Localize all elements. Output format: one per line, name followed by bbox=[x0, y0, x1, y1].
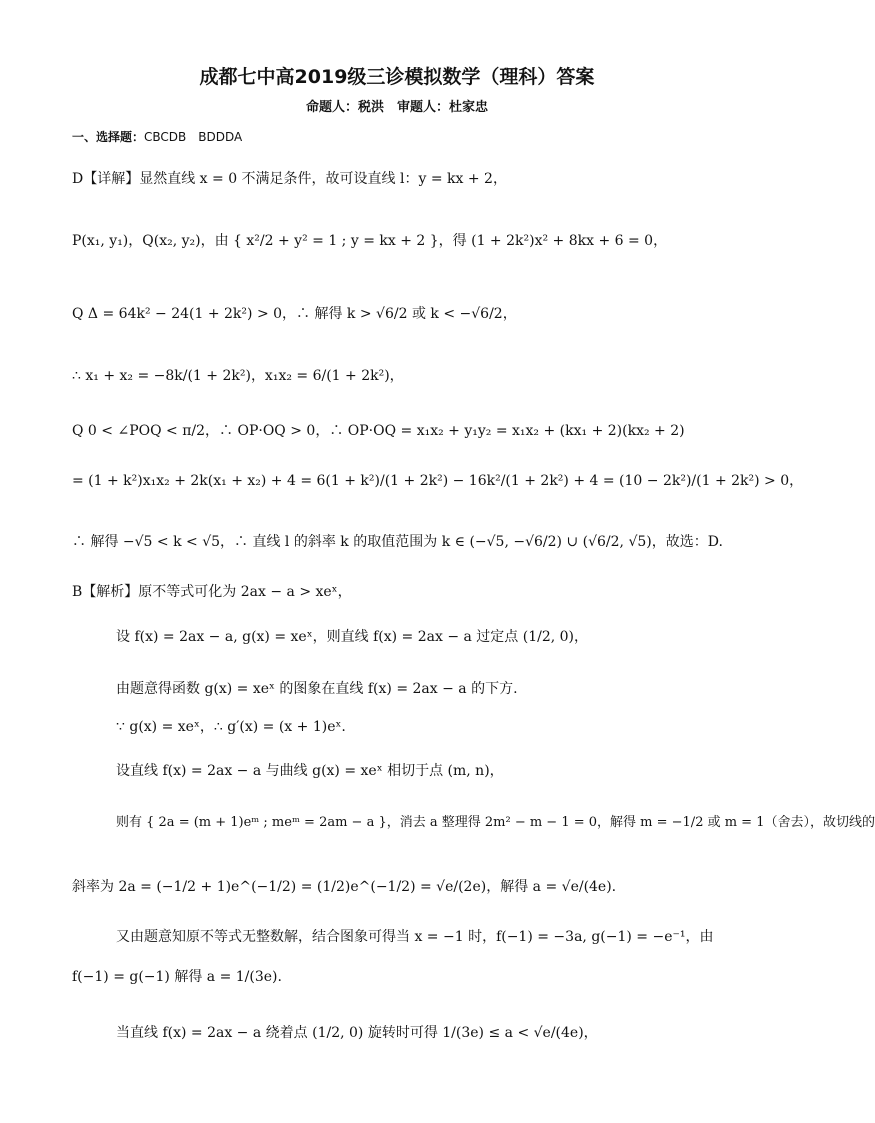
solution-line: P(x₁, y₁)，Q(x₂, y₂)，由 { x²/2 + y² = 1 ; y = kx + 2 }，得 (1 + 2k²)x² + 8kx + 6 = 0， bbox=[72, 233, 668, 249]
author-line: 命题人：税洪 审题人：杜家忠 bbox=[305, 100, 488, 115]
solution-line: = (1 + k²)x₁x₂ + 2k(x₁ + x₂) + 4 = 6(1 + k²)/(1 + 2k²) − 16k²/(1 + 2k²) + 4 = (10 − 2k²)/(1 + 2k²) > 0， bbox=[72, 473, 804, 489]
solution-line: B【解析】原不等式可化为 2ax − a > xeˣ， bbox=[72, 584, 352, 600]
solution-line: ∴ 解得 −√5 < k < √5，∴ 直线 l 的斜率 k 的取值范围为 k ∈ (−√5, −√6/2) ∪ (√6/2, √5)，故选：D. bbox=[72, 534, 723, 550]
solution-line: f(−1) = g(−1) 解得 a = 1/(3e). bbox=[72, 969, 282, 985]
multiple-choice-section bbox=[72, 128, 242, 145]
solution-line: 设 f(x) = 2ax − a, g(x) = xeˣ，则直线 f(x) = 2ax − a 过定点 (1/2, 0)， bbox=[116, 629, 589, 645]
section-label: 一、选择题： bbox=[72, 130, 145, 144]
solution-line: ∴ x₁ + x₂ = −8k/(1 + 2k²)，x₁x₂ = 6/(1 + 2k²)， bbox=[72, 368, 404, 384]
solution-line: 斜率为 2a = (−1/2 + 1)e^(−1/2) = (1/2)e^(−1/2) = √e/(2e)，解得 a = √e/(4e). bbox=[72, 879, 617, 895]
solution-line: ∵ g(x) = xeˣ，∴ g′(x) = (x + 1)eˣ. bbox=[116, 719, 346, 735]
solution-line: 又由题意知原不等式无整数解，结合图象可得当 x = −1 时，f(−1) = −3a, g(−1) = −e⁻¹，由 bbox=[116, 929, 714, 945]
page-title: 成都七中高2019级三诊模拟数学（理科）答案 bbox=[199, 66, 595, 88]
solution-line: 则有 { 2a = (m + 1)eᵐ ; meᵐ = 2am − a }，消去 a 整理得 2m² − m − 1 = 0，解得 m = −1/2 或 m = 1（舍去），故切线的 bbox=[116, 815, 875, 830]
solution-line: D【详解】显然直线 x = 0 不满足条件，故可设直线 l：y = kx + 2， bbox=[72, 171, 507, 187]
solution-line: 当直线 f(x) = 2ax − a 绕着点 (1/2, 0) 旋转时可得 1/(3e) ≤ a < √e/(4e)， bbox=[116, 1025, 598, 1041]
solution-line: Q Δ = 64k² − 24(1 + 2k²) > 0，∴ 解得 k > √6/2 或 k < −√6/2， bbox=[72, 306, 517, 322]
answer-key: CBCDB BDDDA bbox=[144, 130, 243, 144]
solution-line: 设直线 f(x) = 2ax − a 与曲线 g(x) = xeˣ 相切于点 (m, n)， bbox=[116, 763, 504, 779]
solution-line: Q 0 < ∠POQ < π/2，∴ OP·OQ > 0，∴ OP·OQ = x₁x₂ + y₁y₂ = x₁x₂ + (kx₁ + 2)(kx₂ + 2) bbox=[72, 423, 685, 439]
solution-line: 由题意得函数 g(x) = xeˣ 的图象在直线 f(x) = 2ax − a 的下方. bbox=[116, 681, 518, 697]
